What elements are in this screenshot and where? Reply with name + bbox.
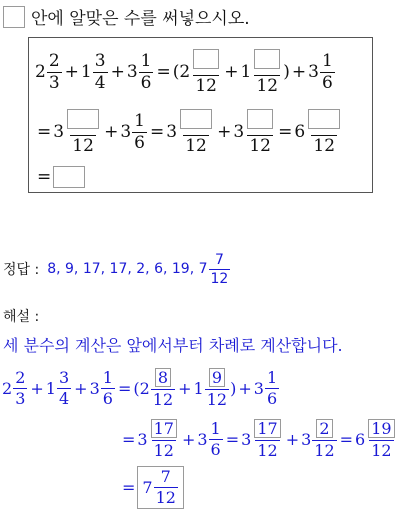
fraction: $\frac{2}{3}$ xyxy=(48,50,60,93)
fraction: $\frac{1}{6}$ xyxy=(266,367,278,408)
fraction: $\frac{17}{12}$ xyxy=(149,419,179,460)
solution-line-2: = 3 $\frac{17}{12}$ + 3 $\frac{1}{6}$ = 3 $\frac{17}{12}$ + 3 $\frac{2}{12}$ = 6 $\frac{19}{12}$ xyxy=(120,414,398,464)
answer-blank-1[interactable] xyxy=(193,49,219,69)
fraction: $\frac{8}{12}$ xyxy=(152,367,174,410)
question-line-1: 2 $\frac{2}{3}$ + 1 $\frac{3}{4}$ + 3 $\frac{1}{6}$ = ( 2 12 + 1 12 ) + 3 $\frac{1}{6}$ xyxy=(35,50,333,96)
instruction-text: 안에 알맞은 수를 써넣으시오. xyxy=(31,9,250,29)
filled-answer: 17 xyxy=(151,419,177,439)
fraction: 12 xyxy=(245,109,275,155)
fraction: $\frac{17}{12}$ xyxy=(252,419,282,460)
fraction: 12 xyxy=(191,49,221,95)
instruction-row xyxy=(3,4,250,29)
solution-text: 세 분수의 계산은 앞에서부터 차례로 계산합니다. xyxy=(3,336,343,355)
fraction: $\frac{1}{6}$ xyxy=(140,50,152,93)
fraction: $\frac{2}{3}$ xyxy=(15,367,26,408)
fraction: 12 xyxy=(306,109,342,155)
fraction: 12 xyxy=(65,109,101,155)
blank-box-icon xyxy=(3,6,25,28)
answer-blank-3[interactable] xyxy=(67,109,99,129)
answer-values: 8, 9, 17, 17, 2, 6, 19, 7 xyxy=(47,261,208,277)
fraction: $\frac{1}{6}$ xyxy=(321,50,333,93)
solution-line-1: 2 $\frac{2}{3}$ + 1 $\frac{3}{4}$ + 3 $\frac{1}{6}$ = ( 2 $\frac{8}{12}$ + 1 $\frac{9}{12}$ ) + 3 $\frac{1}{6}$ xyxy=(2,367,278,410)
filled-answer: 17 xyxy=(254,419,280,439)
answer-blank-6[interactable] xyxy=(308,109,340,129)
filled-answer: 9 xyxy=(209,368,225,388)
solution-line-3: = 7 $\frac{7}{12}$ xyxy=(120,464,184,510)
fraction: $\frac{9}{12}$ xyxy=(206,367,228,410)
solution-label: 해설 : xyxy=(3,309,40,325)
question-line-3: = xyxy=(35,164,85,190)
filled-answer: 8 xyxy=(155,368,171,388)
fraction: $\frac{1}{6}$ xyxy=(134,110,145,153)
answer-blank-7[interactable] xyxy=(53,166,85,188)
answer-fraction: $\frac{7}{12}$ xyxy=(210,251,229,287)
filled-answer: 2 xyxy=(316,419,332,439)
final-answer-box: 7 $\frac{7}{12}$ xyxy=(137,466,184,509)
answer-blank-4[interactable] xyxy=(180,109,212,129)
fraction: $\frac{3}{4}$ xyxy=(58,367,70,408)
answer-blank-5[interactable] xyxy=(247,109,273,129)
answer-label: 정답 : xyxy=(3,262,40,278)
fraction: $\frac{3}{4}$ xyxy=(94,50,106,93)
fraction: $\frac{7}{12}$ xyxy=(155,466,176,507)
answer-row xyxy=(3,246,231,292)
question-line-2: = 3 12 + 3 $\frac{1}{6}$ = 3 12 + 3 12 = 6 12 xyxy=(35,104,343,160)
fraction: 12 xyxy=(252,49,282,95)
filled-answer: 19 xyxy=(368,419,394,439)
fraction: $\frac{2}{12}$ xyxy=(314,418,335,461)
fraction: $\frac{19}{12}$ xyxy=(366,419,396,460)
fraction: $\frac{1}{6}$ xyxy=(210,418,221,459)
fraction: $\frac{1}{6}$ xyxy=(102,367,113,408)
fraction: 12 xyxy=(178,109,214,155)
answer-blank-2[interactable] xyxy=(254,49,280,69)
